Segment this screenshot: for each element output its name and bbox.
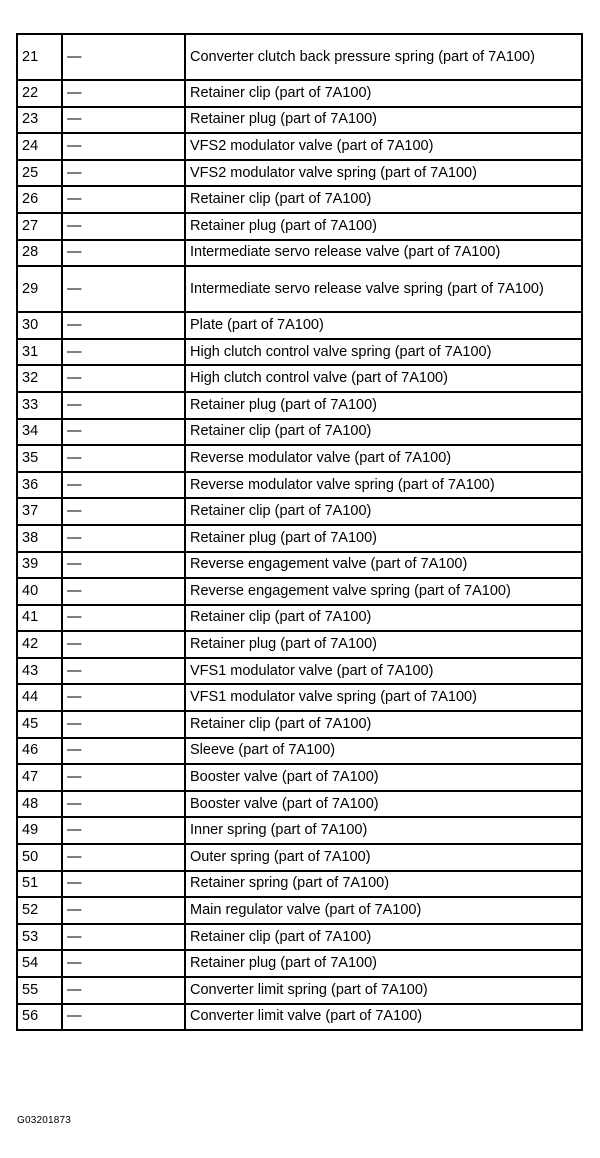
description-cell: Converter clutch back pressure spring (part of 7A100) — [185, 34, 582, 80]
item-number-cell: 31 — [17, 339, 62, 366]
part-number-cell: — — [62, 950, 185, 977]
table-row — [17, 365, 582, 392]
part-number-cell: — — [62, 605, 185, 632]
table-row — [17, 213, 582, 240]
description-cell: Retainer plug (part of 7A100) — [185, 525, 582, 552]
part-number-cell: — — [62, 631, 185, 658]
description-cell: Booster valve (part of 7A100) — [185, 791, 582, 818]
item-number-cell: 45 — [17, 711, 62, 738]
table-row — [17, 312, 582, 339]
part-number-cell: — — [62, 186, 185, 213]
part-number-cell: — — [62, 924, 185, 951]
description-cell: Reverse modulator valve (part of 7A100) — [185, 445, 582, 472]
item-number-cell: 23 — [17, 107, 62, 134]
part-number-cell: — — [62, 738, 185, 765]
table-row — [17, 445, 582, 472]
table-row — [17, 392, 582, 419]
description-cell: Retainer clip (part of 7A100) — [185, 419, 582, 446]
item-number-cell: 22 — [17, 80, 62, 107]
description-cell: Outer spring (part of 7A100) — [185, 844, 582, 871]
description-cell: Booster valve (part of 7A100) — [185, 764, 582, 791]
item-number-cell: 21 — [17, 34, 62, 80]
description-cell: Main regulator valve (part of 7A100) — [185, 897, 582, 924]
table-row — [17, 844, 582, 871]
description-cell: Retainer plug (part of 7A100) — [185, 950, 582, 977]
table-row — [17, 658, 582, 685]
part-number-cell: — — [62, 107, 185, 134]
table-row — [17, 80, 582, 107]
table-row — [17, 738, 582, 765]
table-row — [17, 472, 582, 499]
item-number-cell: 54 — [17, 950, 62, 977]
description-cell: Inner spring (part of 7A100) — [185, 817, 582, 844]
item-number-cell: 26 — [17, 186, 62, 213]
table-row — [17, 552, 582, 579]
item-number-cell: 38 — [17, 525, 62, 552]
table-row — [17, 897, 582, 924]
part-number-cell: — — [62, 498, 185, 525]
table-row — [17, 498, 582, 525]
part-number-cell: — — [62, 791, 185, 818]
part-number-cell: — — [62, 312, 185, 339]
description-cell: High clutch control valve (part of 7A100) — [185, 365, 582, 392]
item-number-cell: 56 — [17, 1004, 62, 1031]
part-number-cell: — — [62, 472, 185, 499]
table-row — [17, 107, 582, 134]
description-cell: VFS2 modulator valve (part of 7A100) — [185, 133, 582, 160]
parts-table-body — [17, 34, 582, 1030]
part-number-cell: — — [62, 711, 185, 738]
item-number-cell: 27 — [17, 213, 62, 240]
table-row — [17, 684, 582, 711]
table-row — [17, 339, 582, 366]
description-cell: Retainer plug (part of 7A100) — [185, 107, 582, 134]
description-cell: Retainer plug (part of 7A100) — [185, 392, 582, 419]
part-number-cell: — — [62, 525, 185, 552]
description-cell: Retainer clip (part of 7A100) — [185, 924, 582, 951]
part-number-cell: — — [62, 339, 185, 366]
description-cell: Reverse engagement valve spring (part of 7A100) — [185, 578, 582, 605]
description-cell: VFS2 modulator valve spring (part of 7A100) — [185, 160, 582, 187]
part-number-cell: — — [62, 817, 185, 844]
part-number-cell: — — [62, 266, 185, 312]
item-number-cell: 36 — [17, 472, 62, 499]
item-number-cell: 50 — [17, 844, 62, 871]
item-number-cell: 41 — [17, 605, 62, 632]
item-number-cell: 53 — [17, 924, 62, 951]
table-row — [17, 240, 582, 267]
item-number-cell: 37 — [17, 498, 62, 525]
item-number-cell: 28 — [17, 240, 62, 267]
part-number-cell: — — [62, 80, 185, 107]
item-number-cell: 34 — [17, 419, 62, 446]
description-cell: Retainer clip (part of 7A100) — [185, 80, 582, 107]
description-cell: Retainer spring (part of 7A100) — [185, 871, 582, 898]
item-number-cell: 52 — [17, 897, 62, 924]
description-cell: Retainer clip (part of 7A100) — [185, 186, 582, 213]
part-number-cell: — — [62, 578, 185, 605]
part-number-cell: — — [62, 552, 185, 579]
table-row — [17, 711, 582, 738]
part-number-cell: — — [62, 365, 185, 392]
table-row — [17, 764, 582, 791]
item-number-cell: 35 — [17, 445, 62, 472]
table-row — [17, 791, 582, 818]
part-number-cell: — — [62, 445, 185, 472]
item-number-cell: 55 — [17, 977, 62, 1004]
item-number-cell: 40 — [17, 578, 62, 605]
item-number-cell: 29 — [17, 266, 62, 312]
parts-table — [16, 33, 583, 1031]
item-number-cell: 24 — [17, 133, 62, 160]
description-cell: Reverse engagement valve (part of 7A100) — [185, 552, 582, 579]
table-row — [17, 133, 582, 160]
description-cell: VFS1 modulator valve spring (part of 7A100) — [185, 684, 582, 711]
item-number-cell: 39 — [17, 552, 62, 579]
description-cell: High clutch control valve spring (part of 7A100) — [185, 339, 582, 366]
description-cell: Retainer plug (part of 7A100) — [185, 213, 582, 240]
item-number-cell: 42 — [17, 631, 62, 658]
item-number-cell: 47 — [17, 764, 62, 791]
item-number-cell: 43 — [17, 658, 62, 685]
item-number-cell: 44 — [17, 684, 62, 711]
part-number-cell: — — [62, 133, 185, 160]
description-cell: Intermediate servo release valve spring (part of 7A100) — [185, 266, 582, 312]
part-number-cell: — — [62, 684, 185, 711]
table-row — [17, 631, 582, 658]
item-number-cell: 32 — [17, 365, 62, 392]
table-row — [17, 924, 582, 951]
part-number-cell: — — [62, 160, 185, 187]
item-number-cell: 46 — [17, 738, 62, 765]
item-number-cell: 49 — [17, 817, 62, 844]
description-cell: Sleeve (part of 7A100) — [185, 738, 582, 765]
description-cell: Intermediate servo release valve (part of 7A100) — [185, 240, 582, 267]
description-cell: Retainer clip (part of 7A100) — [185, 711, 582, 738]
item-number-cell: 30 — [17, 312, 62, 339]
table-row — [17, 817, 582, 844]
description-cell: Converter limit valve (part of 7A100) — [185, 1004, 582, 1031]
table-row — [17, 266, 582, 312]
item-number-cell: 51 — [17, 871, 62, 898]
part-number-cell: — — [62, 897, 185, 924]
description-cell: Plate (part of 7A100) — [185, 312, 582, 339]
part-number-cell: — — [62, 213, 185, 240]
table-row — [17, 160, 582, 187]
table-row — [17, 419, 582, 446]
description-cell: Converter limit spring (part of 7A100) — [185, 977, 582, 1004]
part-number-cell: — — [62, 1004, 185, 1031]
part-number-cell: — — [62, 764, 185, 791]
table-row — [17, 950, 582, 977]
part-number-cell: — — [62, 871, 185, 898]
description-cell: Retainer clip (part of 7A100) — [185, 605, 582, 632]
description-cell: Reverse modulator valve spring (part of 7A100) — [185, 472, 582, 499]
table-row — [17, 977, 582, 1004]
description-cell: Retainer plug (part of 7A100) — [185, 631, 582, 658]
part-number-cell: — — [62, 977, 185, 1004]
item-number-cell: 25 — [17, 160, 62, 187]
part-number-cell: — — [62, 419, 185, 446]
part-number-cell: — — [62, 658, 185, 685]
table-row — [17, 578, 582, 605]
figure-id: G03201873 — [17, 1115, 72, 1126]
part-number-cell: — — [62, 844, 185, 871]
table-row — [17, 34, 582, 80]
table-row — [17, 525, 582, 552]
item-number-cell: 33 — [17, 392, 62, 419]
table-row — [17, 186, 582, 213]
table-row — [17, 871, 582, 898]
item-number-cell: 48 — [17, 791, 62, 818]
table-row — [17, 605, 582, 632]
description-cell: Retainer clip (part of 7A100) — [185, 498, 582, 525]
description-cell: VFS1 modulator valve (part of 7A100) — [185, 658, 582, 685]
part-number-cell: — — [62, 240, 185, 267]
table-row — [17, 1004, 582, 1031]
part-number-cell: — — [62, 34, 185, 80]
part-number-cell: — — [62, 392, 185, 419]
